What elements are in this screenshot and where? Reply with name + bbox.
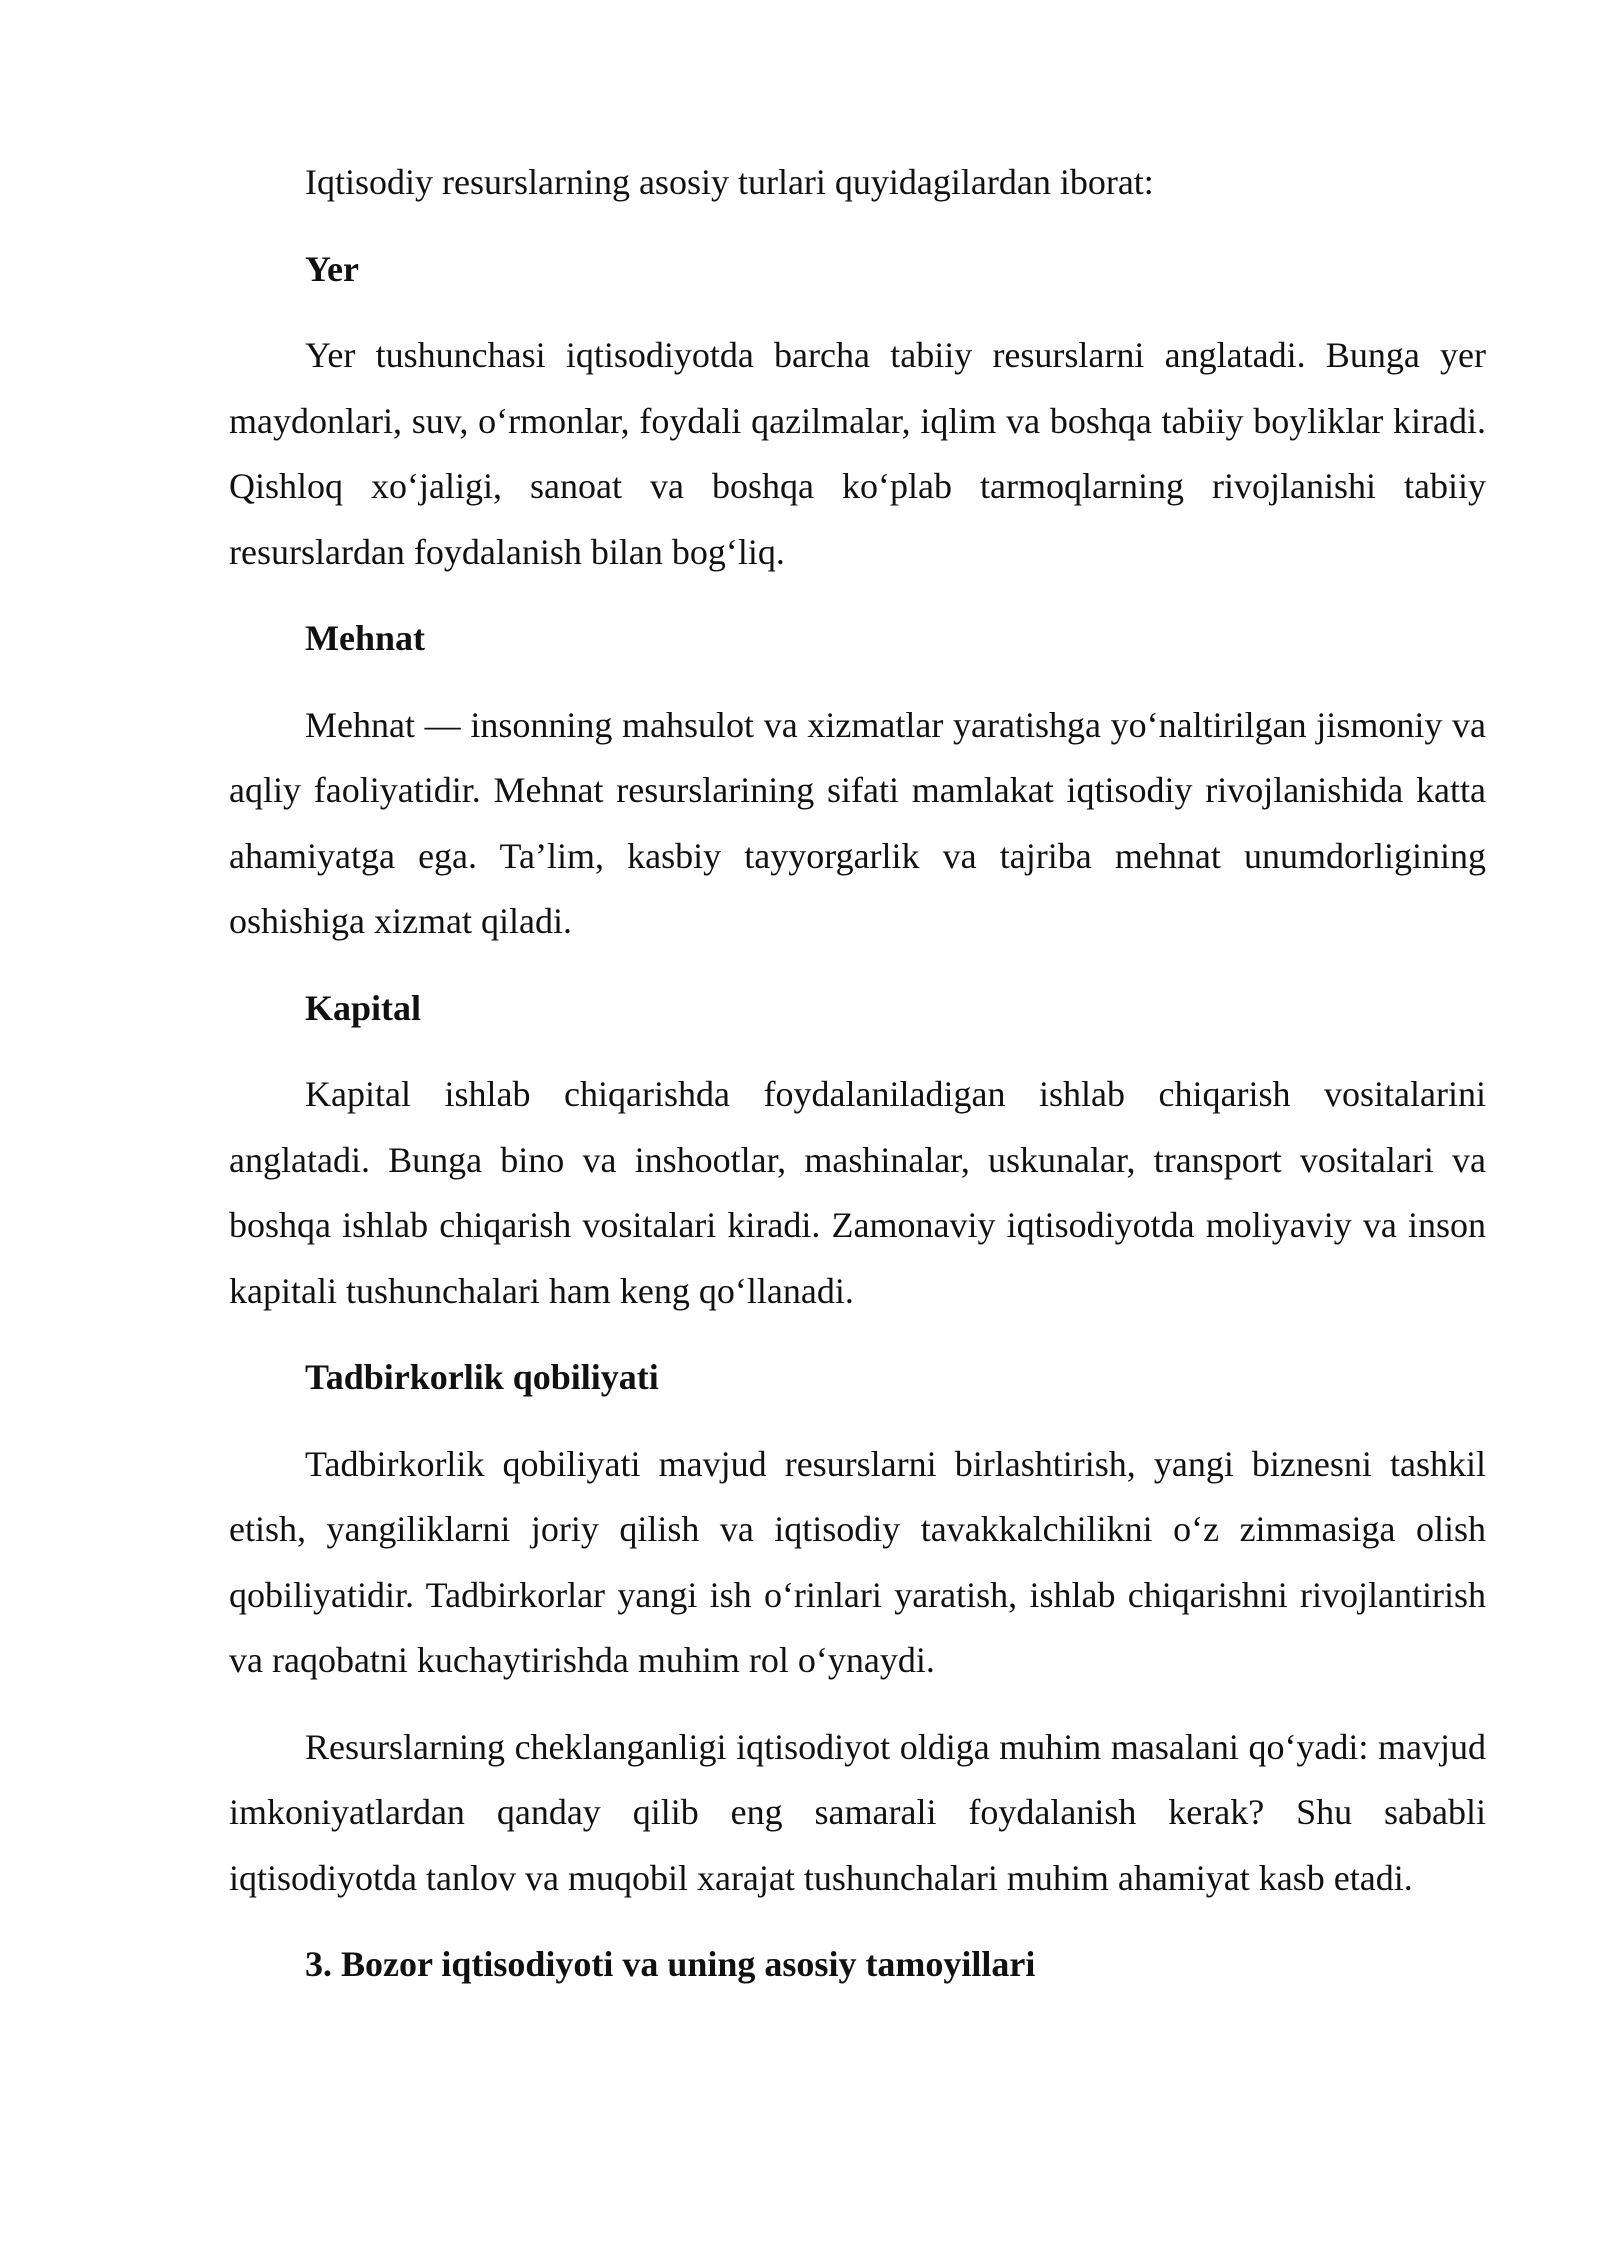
section-heading-tadbirkorlik: Tadbirkorlik qobiliyati bbox=[305, 1357, 659, 1397]
intro-paragraph: Iqtisodiy resurslarning asosiy turlari quyidagilardan iborat: bbox=[305, 162, 1154, 202]
section-body-tadbirkorlik: Tadbirkorlik qobiliyati mavjud resurslarni birlashtirish, yangi biznesni tashkil etish, yangiliklarni joriy qilish va iqtisodiy tavakkalchilikni o‘z zimmasiga olish qobiliyatidir. Tadbirkorlar yangi ish o‘rinlari yaratish, ishlab chiqarishni rivojlantirish va raqobatni kuchaytirishda muhim rol o‘ynaydi. bbox=[229, 1443, 1486, 1680]
section-heading-mehnat: Mehnat bbox=[305, 618, 425, 658]
chapter-heading: 3. Bozor iqtisodiyoti va uning asosiy tamoyillari bbox=[305, 1944, 1036, 1984]
section-body-mehnat: Mehnat — insonning mahsulot va xizmatlar yaratishga yo‘naltirilgan jismoniy va aqliy faoliyatidir. Mehnat resurslarining sifati mamlakat iqtisodiy rivojlanishida katta ahamiyatga ega. Ta’lim, kasbiy tayyorgarlik va tajriba mehnat unumdorligining oshishiga xizmat qiladi. bbox=[229, 704, 1486, 941]
closing-paragraph: Resurslarning cheklanganligi iqtisodiyot oldiga muhim masalani qo‘yadi: mavjud imkoniyatlardan qanday qilib eng samarali foydalanish kerak? Shu sababli iqtisodiyotda tanlov va muqobil xarajat tushunchalari muhim ahamiyat kasb etadi. bbox=[229, 1726, 1486, 1898]
section-body-kapital: Kapital ishlab chiqarishda foydalaniladigan ishlab chiqarish vositalarini anglatadi. Bunga bino va inshootlar, mashinalar, uskunalar, transport vositalari va boshqa ishlab chiqarish vositalari kiradi. Zamonaviy iqtisodiyotda moliyaviy va inson kapitali tushunchalari ham keng qo‘llanadi. bbox=[229, 1074, 1486, 1311]
section-heading-kapital: Kapital bbox=[305, 987, 422, 1028]
section-body-yer: Yer tushunchasi iqtisodiyotda barcha tabiiy resurslarni anglatadi. Bunga yer maydonlari, suv, o‘rmonlar, foydali qazilmalar, iqlim va boshqa tabiiy boyliklar kiradi. Qishloq xo‘jaligi, sanoat va boshqa ko‘plab tarmoqlarning rivojlanishi tabiiy resurslardan foydalanish bilan bog‘liq. bbox=[229, 335, 1486, 572]
section-heading-yer: Yer bbox=[305, 248, 359, 289]
document-page bbox=[229, 150, 1486, 2019]
